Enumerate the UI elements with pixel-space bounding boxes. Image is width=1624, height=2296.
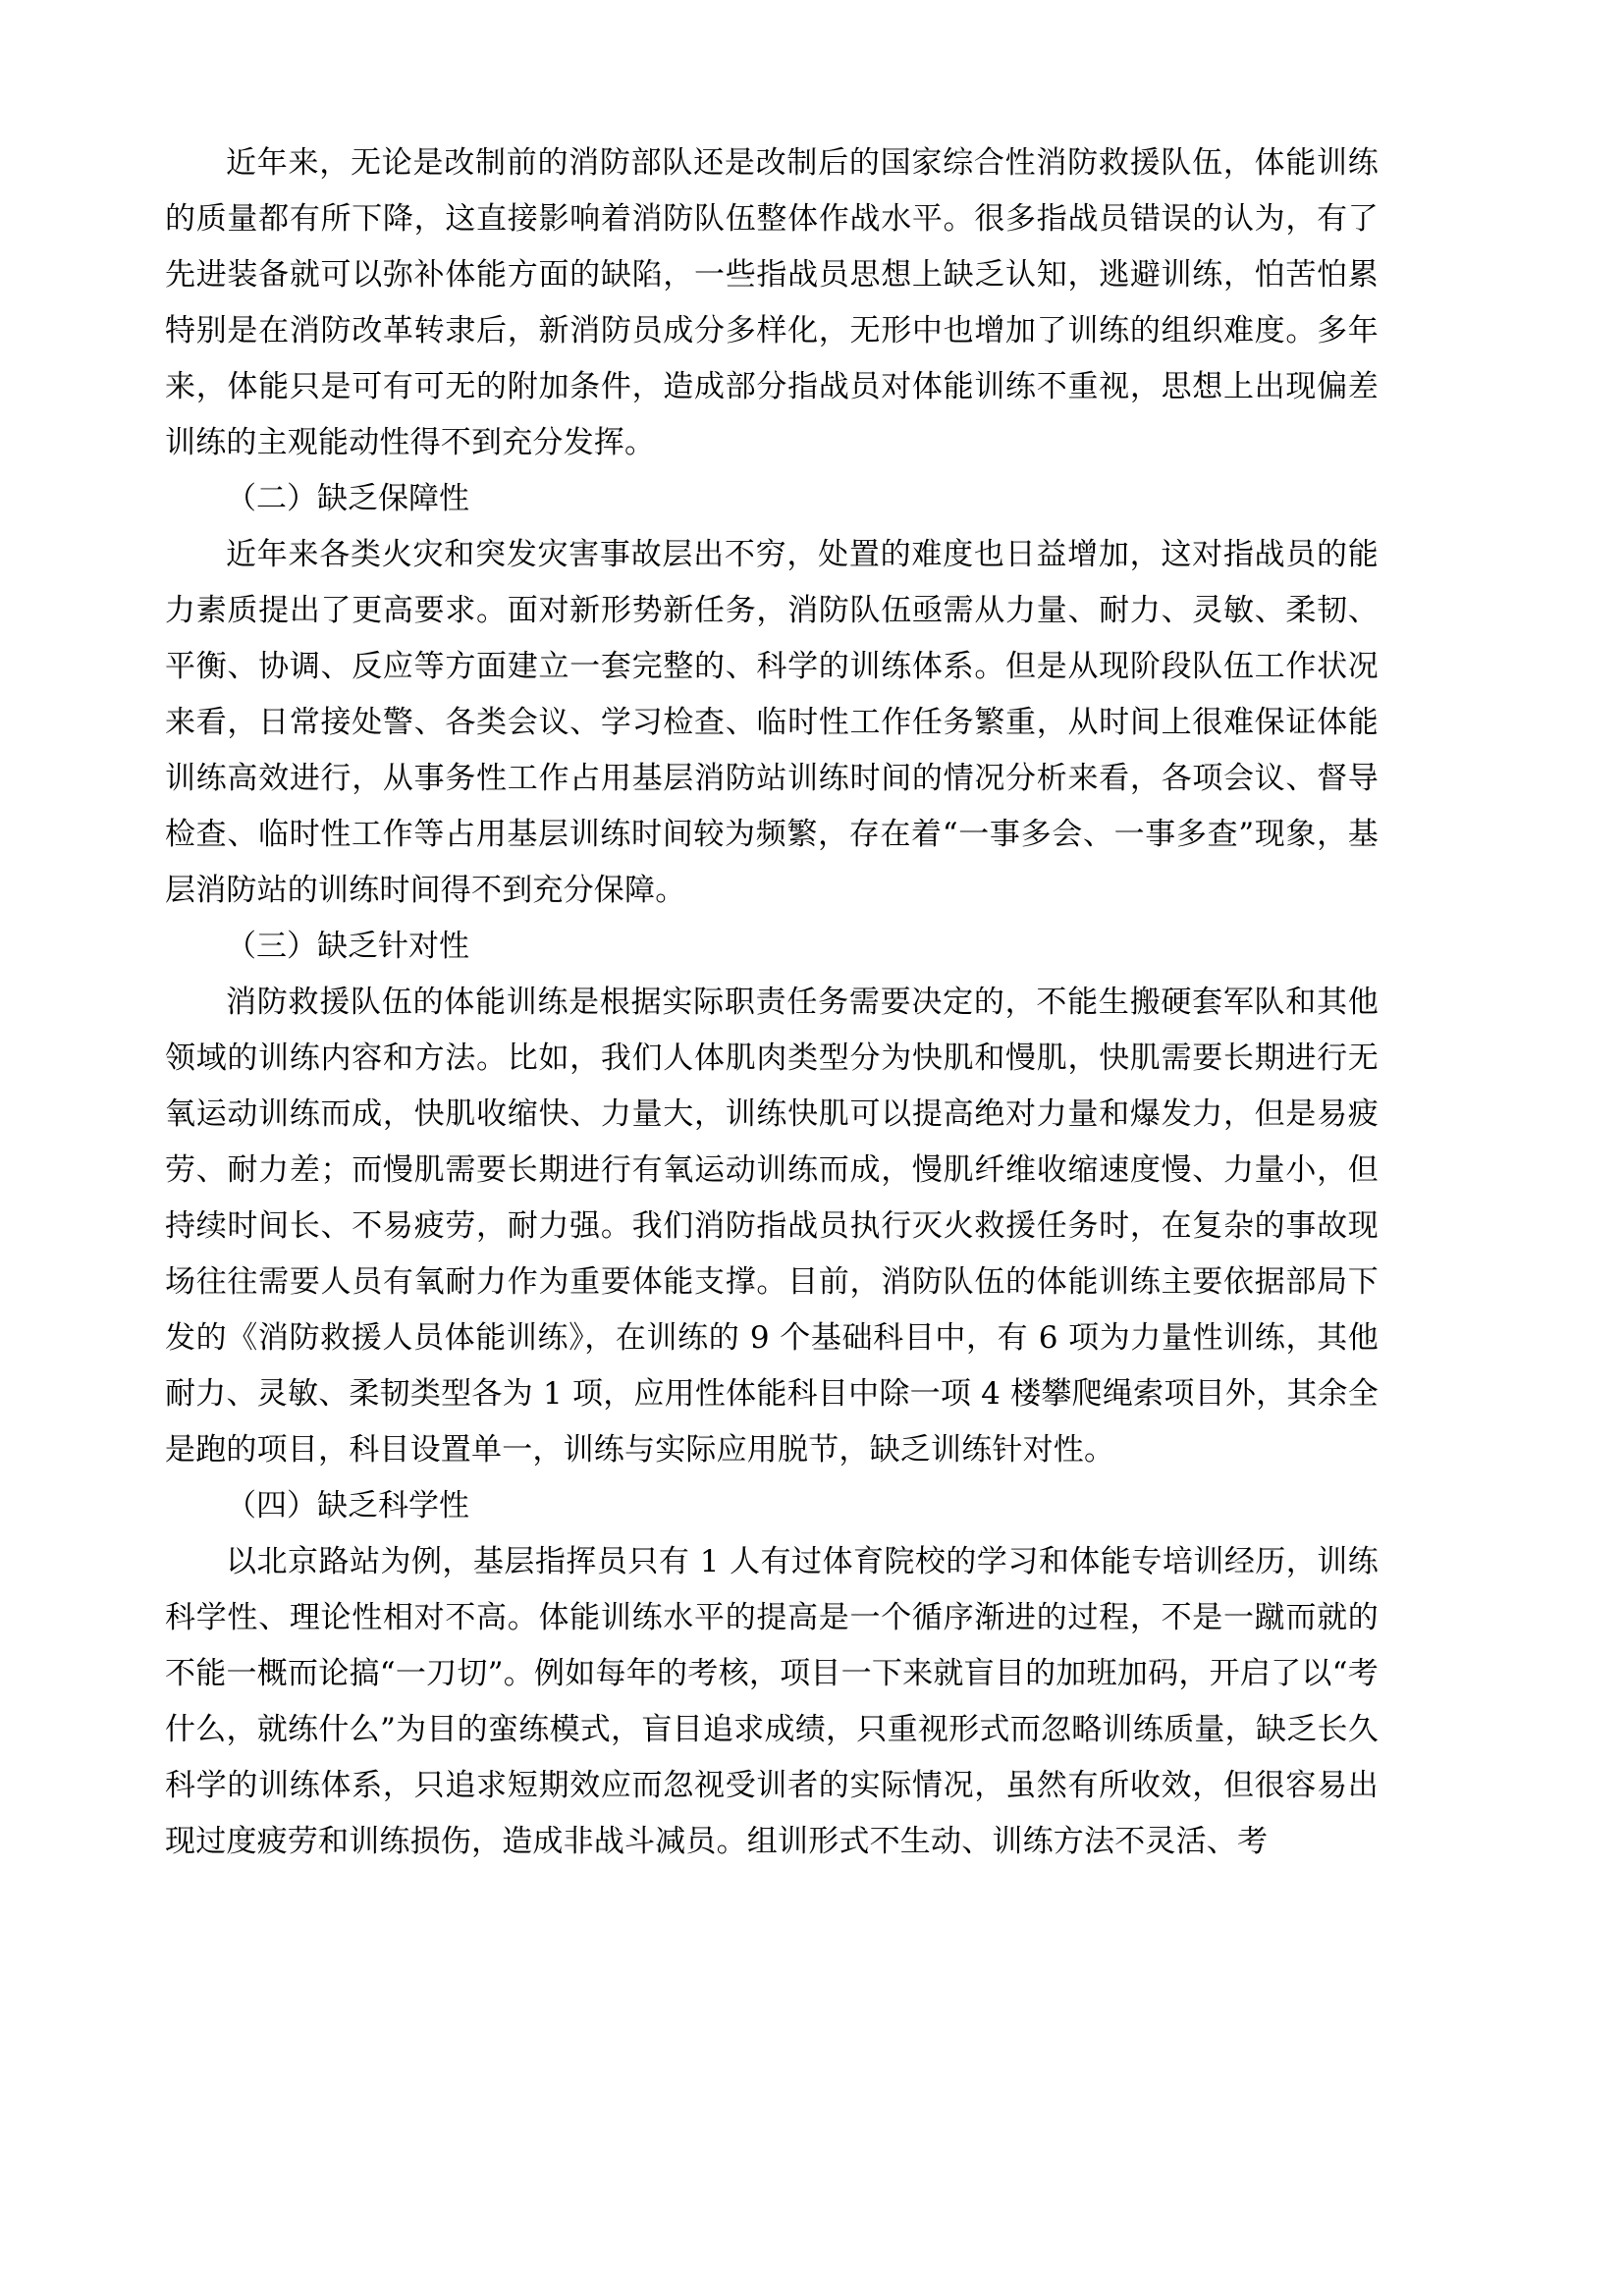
document-body (165, 135, 1379, 1870)
paragraph-section-three-body: 消防救援队伍的体能训练是根据实际职责任务需要决定的，不能生搬硬套军队和其他领域的训练内容和方法。比如，我们人体肌肉类型分为快肌和慢肌，快肌需要长期进行无氧运动训练而成，快肌收缩快、力量大，训练快肌可以提高绝对力量和爆发力，但是易疲劳、耐力差；而慢肌需要长期进行有氧运动训练而成，慢肌纤维收缩速度慢、力量小，但持续时间长、不易疲劳，耐力强。我们消防指战员执行灭火救援任务时，在复杂的事故现场往往需要人员有氧耐力作为重要体能支撑。目前，消防队伍的体能训练主要依据部局下发的《消防救援人员体能训练》，在训练的 9 个基础科目中，有 6 项为力量性训练，其他耐力、灵敏、柔韧类型各为 1 项，应用性体能科目中除一项 4 楼攀爬绳索项目外，其余全是跑的项目，科目设置单一，训练与实际应用脱节，缺乏训练针对性。 (165, 985, 1379, 1468)
paragraph-section-four-body: 以北京路站为例，基层指挥员只有 1 人有过体育院校的学习和体能专培训经历，训练科学性、理论性相对不高。体能训练水平的提高是一个循序渐进的过程，不是一蹴而就的不能一概而论搞“一刀切”。例如每年的考核，项目一下来就盲目的加班加码，开启了以“考什么，就练什么”为目的蛮练模式，盲目追求成绩，只重视形式而忽略训练质量，缺乏长久科学的训练体系，只追求短期效应而忽视受训者的实际情况，虽然有所收效，但很容易出现过度疲劳和训练损伤，造成非战斗减员。组训形式不生动、训练方法不灵活、考 (165, 1544, 1379, 1859)
page-header (0, 0, 1624, 137)
heading-section-four: （四）缺乏科学性 (226, 1488, 469, 1523)
page-footer (0, 2149, 1624, 2296)
paragraph-lack-of-awareness-continued: 近年来，无论是改制前的消防部队还是改制后的国家综合性消防救援队伍，体能训练的质量都有所下降，这直接影响着消防队伍整体作战水平。很多指战员错误的认为，有了先进装备就可以弥补体能方面的缺陷，一些指战员思想上缺乏认知，逃避训练，怕苦怕累特别是在消防改革转隶后，新消防员成分多样化，无形中也增加了训练的组织难度。多年来，体能只是可有可无的附加条件，造成部分指战员对体能训练不重视，思想上出现偏差训练的主观能动性得不到充分发挥。 (165, 145, 1379, 460)
paragraph-section-two-body: 近年来各类火灾和突发灾害事故层出不穷，处置的难度也日益增加，这对指战员的能力素质提出了更高要求。面对新形势新任务，消防队伍亟需从力量、耐力、灵敏、柔韧、平衡、协调、反应等方面建立一套完整的、科学的训练体系。但是从现阶段队伍工作状况来看，日常接处警、各类会议、学习检查、临时性工作任务繁重，从时间上很难保证体能训练高效进行，从事务性工作占用基层消防站训练时间的情况分析来看，各项会议、督导检查、临时性工作等占用基层训练时间较为频繁，存在着“一事多会、一事多查”现象，基层消防站的训练时间得不到充分保障。 (165, 537, 1379, 908)
heading-section-three: （三）缺乏针对性 (226, 929, 469, 964)
heading-section-two: （二）缺乏保障性 (226, 481, 469, 516)
